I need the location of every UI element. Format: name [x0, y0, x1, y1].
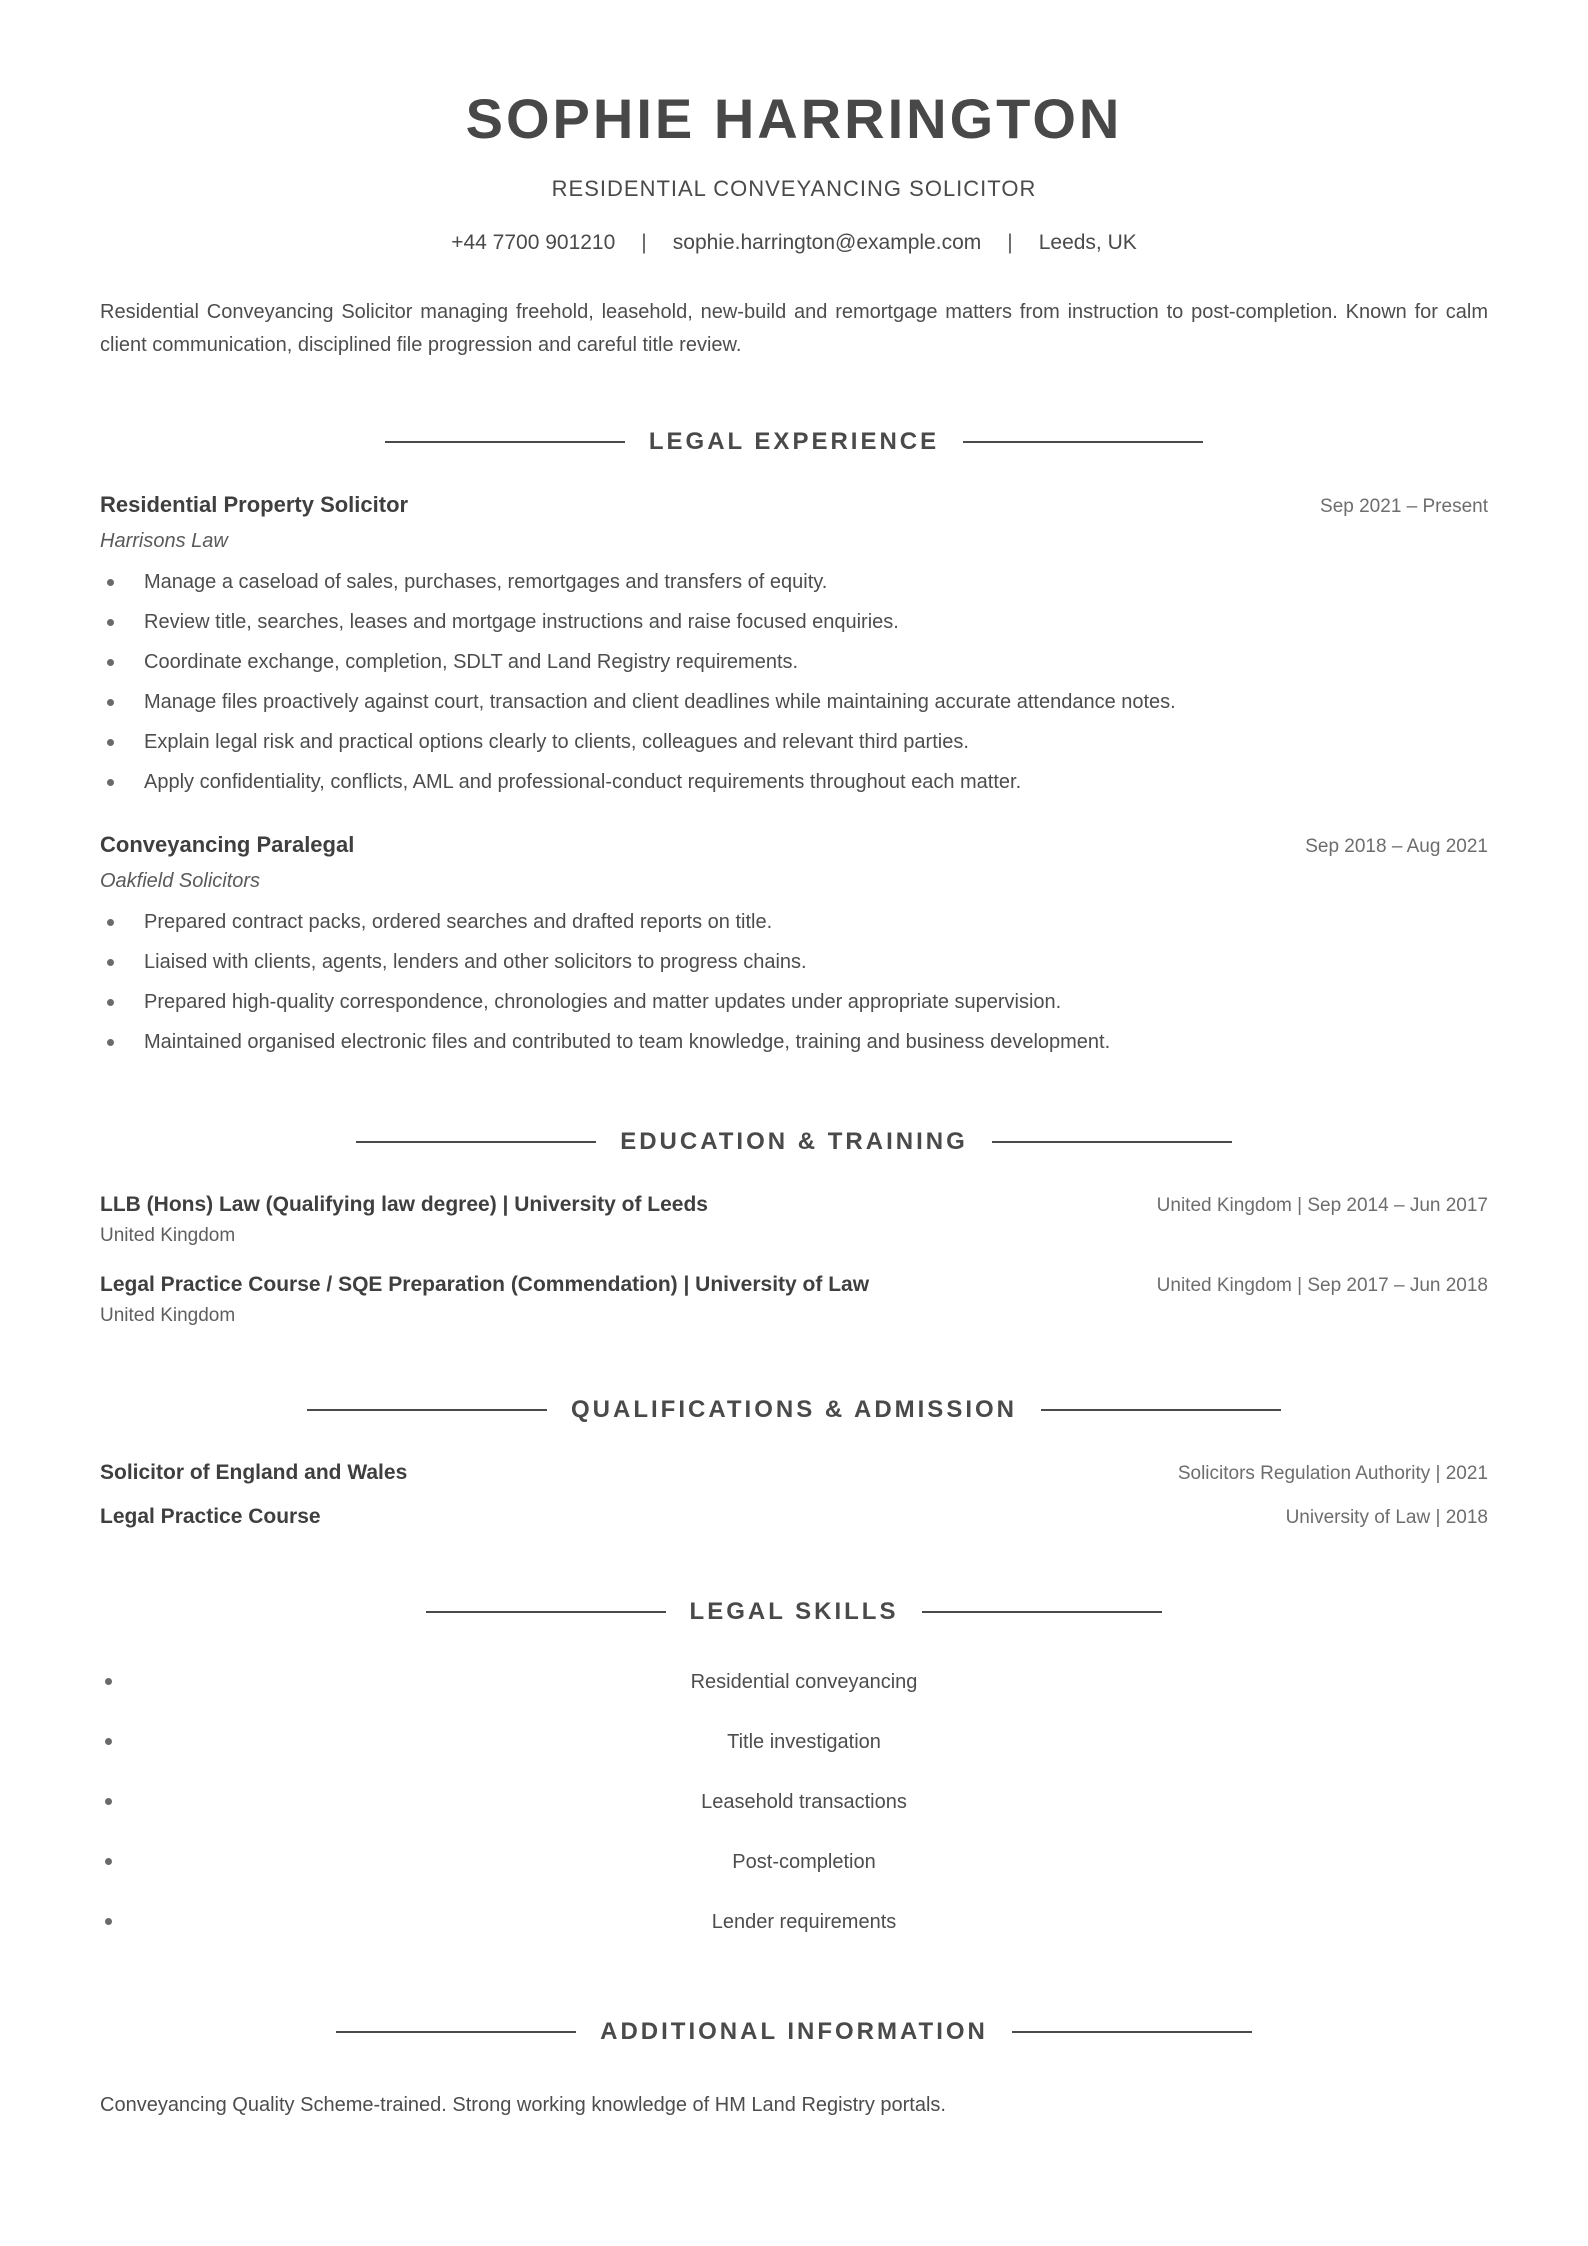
education-entry: [100, 1270, 1488, 1330]
skills-list: [100, 1652, 1488, 1952]
job-bullet: [100, 982, 1488, 1022]
heading-rule-right: [963, 441, 1203, 443]
bullet-dot-icon: [105, 1678, 112, 1685]
bullet-dot-icon: [107, 579, 114, 586]
additional-information: Conveyancing Quality Scheme-trained. Strong working knowledge of HM Land Registry portals.: [100, 2094, 946, 2116]
bullet-dot-icon: [105, 1738, 112, 1745]
job-bullet: [100, 722, 1488, 762]
bullet-dot-icon: [105, 1798, 112, 1805]
skill-item: [100, 1712, 1488, 1772]
qualification-meta: University of Law | 2018: [1285, 1507, 1488, 1528]
section-heading-qualifications: [100, 1390, 1488, 1430]
education-meta: United Kingdom | Sep 2014 – Jun 2017: [1156, 1195, 1488, 1216]
job-bullet: [100, 762, 1488, 802]
bullet-text: Liaised with clients, agents, lenders and other solicitors to progress chains.: [144, 951, 807, 973]
education-header: [100, 1190, 1488, 1220]
skill-label: Lender requirements: [711, 1910, 897, 1933]
bullet-dot-icon: [107, 659, 114, 666]
job-bullet: [100, 562, 1488, 602]
skill-label: Title investigation: [727, 1730, 881, 1753]
heading-rule-left: [356, 1141, 596, 1143]
bullet-dot-icon: [107, 999, 114, 1006]
section-heading-education: [100, 1122, 1488, 1162]
heading-rule-left: [336, 2031, 576, 2033]
qualification-title: Legal Practice Course: [100, 1505, 321, 1528]
contact-separator: |: [1007, 231, 1013, 254]
bullet-dot-icon: [107, 959, 114, 966]
qualification-entry: [100, 1458, 1488, 1488]
heading-rule-right: [922, 1611, 1162, 1613]
job-header: [100, 828, 1488, 862]
skill-label: Leasehold transactions: [701, 1790, 907, 1813]
contact-phone: +44 7700 901210: [451, 231, 616, 254]
skill-label: Residential conveyancing: [690, 1670, 918, 1693]
contact-line: [100, 228, 1488, 258]
bullet-dot-icon: [107, 1039, 114, 1046]
bullet-text: Maintained organised electronic files and contributed to team knowledge, training and business development.: [144, 1031, 1111, 1053]
bullet-text: Apply confidentiality, conflicts, AML and professional-conduct requirements throughout each matter.: [144, 771, 1022, 793]
bullet-text: Review title, searches, leases and mortgage instructions and raise focused enquiries.: [144, 611, 899, 633]
job-bullets: [100, 562, 1488, 802]
education-location: United Kingdom: [100, 1225, 236, 1246]
bullet-text: Manage files proactively against court, transaction and client deadlines while maintaining accurate attendance notes.: [144, 691, 1176, 713]
job-bullets: [100, 902, 1488, 1062]
section-heading-skills: [100, 1592, 1488, 1632]
section-heading-experience: [100, 422, 1488, 462]
section-title: LEGAL SKILLS: [689, 1598, 899, 1625]
qualification-title: Solicitor of England and Wales: [100, 1461, 408, 1484]
bullet-dot-icon: [107, 919, 114, 926]
contact-separator: |: [641, 231, 647, 254]
bullet-dot-icon: [105, 1858, 112, 1865]
bullet-text: Explain legal risk and practical options clearly to clients, colleagues and relevant third parties.: [144, 731, 969, 753]
qualification-meta: Solicitors Regulation Authority | 2021: [1177, 1463, 1488, 1484]
job-company: Oakfield Solicitors: [100, 870, 261, 892]
bullet-text: Coordinate exchange, completion, SDLT and Land Registry requirements.: [144, 651, 799, 673]
profile-summary: Residential Conveyancing Solicitor managing freehold, leasehold, new-build and remortgage matters from instruction to post-completion. Known for calm client communication, disciplined file progression and careful title review.: [100, 301, 1488, 356]
heading-rule-right: [1012, 2031, 1252, 2033]
job-dates: Sep 2018 – Aug 2021: [1305, 836, 1488, 857]
bullet-text: Manage a caseload of sales, purchases, remortgages and transfers of equity.: [144, 571, 828, 593]
contact-location: Leeds, UK: [1038, 231, 1137, 254]
bullet-dot-icon: [107, 739, 114, 746]
education-meta: United Kingdom | Sep 2017 – Jun 2018: [1156, 1275, 1488, 1296]
bullet-dot-icon: [105, 1918, 112, 1925]
job-header: [100, 488, 1488, 522]
education-entry: [100, 1190, 1488, 1250]
job-bullet: [100, 642, 1488, 682]
job-bullet: [100, 1022, 1488, 1062]
heading-rule-left: [385, 441, 625, 443]
skill-item: [100, 1772, 1488, 1832]
section-title: LEGAL EXPERIENCE: [648, 428, 940, 455]
job-entry: [100, 828, 1488, 1062]
education-title: LLB (Hons) Law (Qualifying law degree) | University of Leeds: [100, 1193, 708, 1216]
heading-rule-left: [426, 1611, 666, 1613]
skill-item: [100, 1892, 1488, 1952]
bullet-dot-icon: [107, 619, 114, 626]
contact-email[interactable]: sophie.harrington@example.com: [672, 231, 982, 254]
job-company: Harrisons Law: [100, 530, 228, 552]
bullet-dot-icon: [107, 699, 114, 706]
job-title: Residential Property Solicitor: [100, 492, 409, 517]
job-bullet: [100, 682, 1488, 722]
job-dates: Sep 2021 – Present: [1320, 496, 1488, 517]
heading-rule-right: [992, 1141, 1232, 1143]
section-heading-additional: [100, 2012, 1488, 2052]
skill-item: [100, 1832, 1488, 1892]
skill-label: Post-completion: [732, 1850, 876, 1873]
qualification-entry: [100, 1502, 1488, 1532]
education-title: Legal Practice Course / SQE Preparation (Commendation) | University of Law: [100, 1273, 870, 1296]
job-bullet: [100, 902, 1488, 942]
job-bullet: [100, 942, 1488, 982]
job-entry: [100, 488, 1488, 802]
bullet-dot-icon: [107, 779, 114, 786]
candidate-name: SOPHIE HARRINGTON: [465, 87, 1123, 150]
bullet-text: Prepared high-quality correspondence, chronologies and matter updates under appropriate supervision.: [144, 991, 1062, 1013]
bullet-text: Prepared contract packs, ordered searches and drafted reports on title.: [144, 911, 773, 933]
section-title: QUALIFICATIONS & ADMISSION: [571, 1396, 1017, 1423]
section-title: EDUCATION & TRAINING: [620, 1128, 968, 1155]
education-header: [100, 1270, 1488, 1300]
job-title: Conveyancing Paralegal: [100, 832, 355, 857]
job-bullet: [100, 602, 1488, 642]
education-location: United Kingdom: [100, 1305, 236, 1326]
heading-rule-right: [1041, 1409, 1281, 1411]
section-title: ADDITIONAL INFORMATION: [600, 2018, 988, 2045]
skill-item: [100, 1652, 1488, 1712]
candidate-role: RESIDENTIAL CONVEYANCING SOLICITOR: [551, 176, 1037, 201]
heading-rule-left: [307, 1409, 547, 1411]
